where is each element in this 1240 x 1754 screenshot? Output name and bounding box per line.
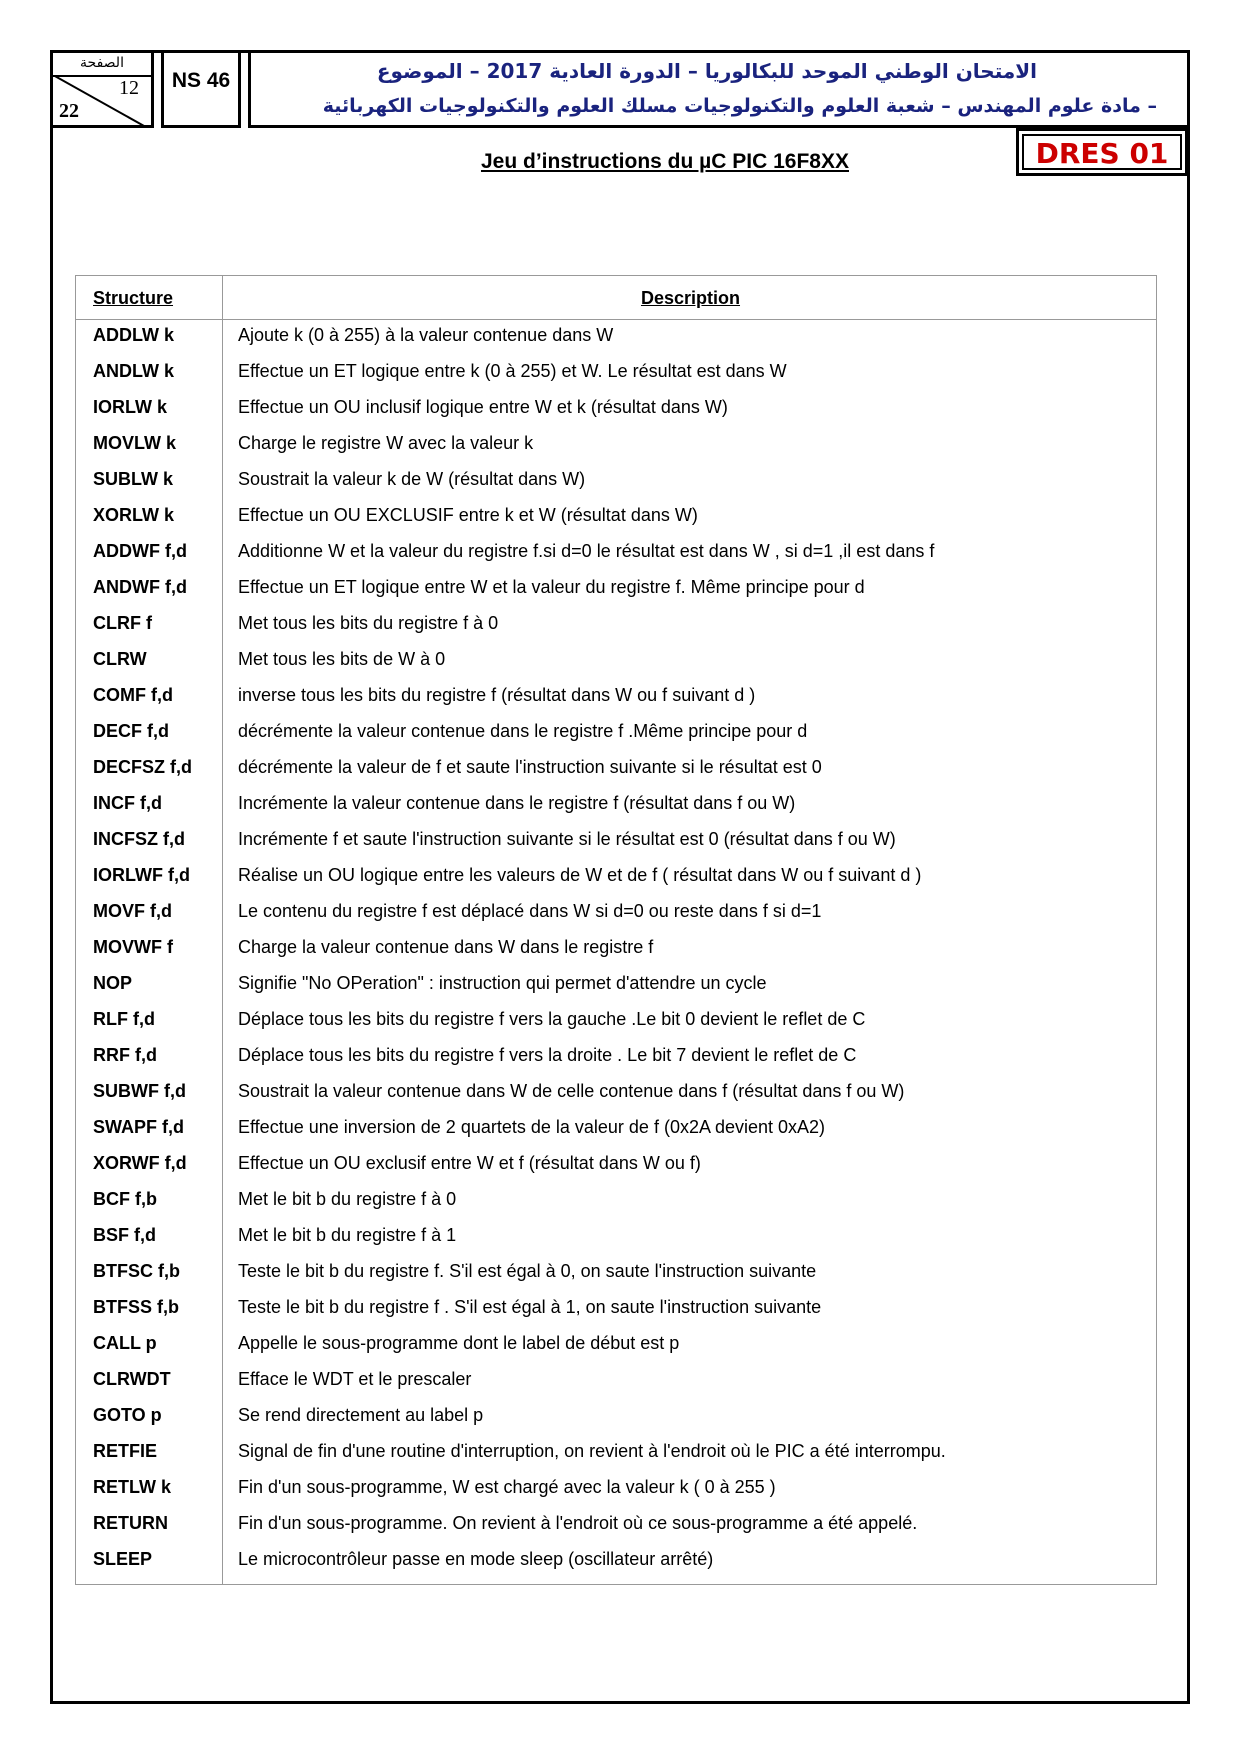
header-description: Description [640,288,741,308]
instruction-description: Incrémente la valeur contenue dans le registre f (résultat dans f ou W) [238,793,796,813]
page-number: 12 [119,77,139,99]
instruction-description: Déplace tous les bits du registre f vers la droite . Le bit 7 devient le reflet de C [238,1045,857,1065]
instruction-structure: MOVF f,d [93,901,172,921]
instruction-description: Ajoute k (0 à 255) à la valeur contenue dans W [238,325,614,345]
instruction-description: Charge la valeur contenue dans W dans le registre f [238,937,654,957]
table-row [76,859,1156,895]
instruction-structure: MOVWF f [93,937,173,957]
table-row [76,1507,1156,1543]
instruction-description: Signal de fin d'une routine d'interruption, on revient à l'endroit où le PIC a été interrompu. [238,1441,946,1461]
instruction-structure: RRF f,d [93,1045,157,1065]
instruction-structure: RETURN [93,1513,168,1533]
table-row [76,391,1156,427]
document-title: Jeu d’instructions du µC PIC 16F8XX [480,150,849,173]
instruction-description: Teste le bit b du registre f. S'il est égal à 0, on saute l'instruction suivante [238,1261,817,1281]
table-row [76,823,1156,859]
table-row [76,1255,1156,1291]
instruction-structure: RETLW k [93,1477,172,1497]
instruction-structure: XORLW k [93,505,175,525]
instruction-description: Efface le WDT et le prescaler [238,1369,472,1389]
instruction-structure: BSF f,d [93,1225,156,1245]
table-row [76,1111,1156,1147]
exam-code-box [161,50,241,128]
instruction-structure: COMF f,d [93,685,173,705]
table-row [76,931,1156,967]
instruction-description: Effectue un OU EXCLUSIF entre k et W (résultat dans W) [238,505,698,525]
instruction-structure: BTFSC f,b [93,1261,180,1281]
instruction-structure: NOP [93,973,133,993]
exam-title-line2: – مادة علوم المهندس – شعبة العلوم والتكنولوجيات مسلك العلوم والتكنولوجيات الكهربائية [322,95,1157,117]
instruction-description: Effectue un ET logique entre W et la valeur du registre f. Même principe pour d [238,577,865,597]
instruction-structure: RLF f,d [93,1009,155,1029]
table-row [76,571,1156,607]
instruction-description: Effectue un OU inclusif logique entre W et k (résultat dans W) [238,397,728,417]
instruction-structure: IORLW k [93,397,168,417]
table-row [76,463,1156,499]
instruction-structure: SLEEP [93,1549,153,1569]
instruction-description: Met le bit b du registre f à 1 [238,1225,457,1245]
instruction-structure: CLRW [93,649,147,669]
instruction-structure: INCFSZ f,d [93,829,185,849]
instruction-description: Met tous les bits du registre f à 0 [238,613,499,633]
instruction-structure: CLRWDT [93,1369,171,1389]
instruction-description: Effectue un OU exclusif entre W et f (résultat dans W ou f) [238,1153,701,1173]
table-row [76,895,1156,931]
instruction-description: Fin d'un sous-programme. On revient à l'endroit où ce sous-programme a été appelé. [238,1513,918,1533]
table-row [76,427,1156,463]
instruction-structure: CALL p [93,1333,157,1353]
instruction-structure: CLRF f [93,613,152,633]
page-label: الصفحة [80,55,124,71]
instruction-description: décrémente la valeur contenue dans le registre f .Même principe pour d [238,721,808,741]
instruction-structure: GOTO p [93,1405,162,1425]
instruction-description: Le contenu du registre f est déplacé dans W si d=0 ou reste dans f si d=1 [238,901,822,921]
instruction-structure: ADDLW k [93,325,174,345]
table-row [76,1039,1156,1075]
instruction-description: Soustrait la valeur contenue dans W de celle contenue dans f (résultat dans f ou W) [238,1081,905,1101]
instruction-structure: DECFSZ f,d [93,757,192,777]
instruction-structure: XORWF f,d [93,1153,187,1173]
table-row [76,1291,1156,1327]
total-pages: 22 [59,100,79,122]
exam-title-box [248,50,1190,128]
instruction-description: Teste le bit b du registre f . S'il est égal à 1, on saute l'instruction suivante [238,1297,822,1317]
exam-title-line1: الامتحان الوطني الموحد للبكالوريا – الدورة العادية 2017 – الموضوع [376,59,1037,83]
instruction-structure: SUBWF f,d [93,1081,186,1101]
instruction-description: Effectue une inversion de 2 quartets de la valeur de f (0x2A devient 0xA2) [238,1117,826,1137]
instruction-description: Charge le registre W avec la valeur k [238,433,534,453]
header-structure: Structure [93,288,174,308]
table-row [76,1363,1156,1399]
instruction-description: Soustrait la valeur k de W (résultat dans W) [238,469,586,489]
table-row [76,1435,1156,1471]
table-row [76,319,1156,355]
instruction-structure: ADDWF f,d [93,541,187,561]
table-row [76,1183,1156,1219]
table-row [76,787,1156,823]
instruction-description: Incrémente f et saute l'instruction suivante si le résultat est 0 (résultat dans f ou W) [238,829,896,849]
instruction-table [75,275,1157,1585]
page-number-box [50,50,154,128]
instruction-structure: MOVLW k [93,433,177,453]
exam-code: NS 46 [171,69,231,92]
table-row [76,499,1156,535]
table-row [76,679,1156,715]
instruction-structure: BTFSS f,b [93,1297,179,1317]
table-row [76,1075,1156,1111]
table-row [76,1399,1156,1435]
table-row [76,607,1156,643]
table-row [76,1147,1156,1183]
instruction-description: Réalise un OU logique entre les valeurs de W et de f ( résultat dans W ou f suivant d ) [238,865,922,885]
instruction-description: Appelle le sous-programme dont le label de début est p [238,1333,680,1353]
table-row [76,1543,1156,1579]
instruction-structure: INCF f,d [93,793,162,813]
instruction-description: Met le bit b du registre f à 0 [238,1189,457,1209]
instruction-structure: DECF f,d [93,721,169,741]
table-row [76,967,1156,1003]
instruction-description: Déplace tous les bits du registre f vers la gauche .Le bit 0 devient le reflet de C [238,1009,866,1029]
table-row [76,751,1156,787]
table-row [76,643,1156,679]
table-row [76,1327,1156,1363]
table-row [76,535,1156,571]
instruction-description: Se rend directement au label p [238,1405,484,1425]
instruction-structure: BCF f,b [93,1189,157,1209]
instruction-structure: SUBLW k [93,469,174,489]
instruction-description: Additionne W et la valeur du registre f.si d=0 le résultat est dans W , si d=1 ,il est dans f [238,541,935,561]
table-row [76,1003,1156,1039]
instruction-description: Fin d'un sous-programme, W est chargé avec la valeur k ( 0 à 255 ) [238,1477,776,1497]
table-row [76,355,1156,391]
document-ref: DRES 01 [1022,134,1182,170]
instruction-description: inverse tous les bits du registre f (résultat dans W ou f suivant d ) [238,685,756,705]
table-row [76,1471,1156,1507]
table-row [76,715,1156,751]
instruction-description: Le microcontrôleur passe en mode sleep (oscillateur arrêté) [238,1549,714,1569]
instruction-description: Signifie "No OPeration" : instruction qui permet d'attendre un cycle [238,973,767,993]
instruction-structure: ANDLW k [93,361,174,381]
instruction-structure: RETFIE [93,1441,158,1461]
table-body [76,319,1156,1579]
instruction-description: Effectue un ET logique entre k (0 à 255) et W. Le résultat est dans W [238,361,787,381]
instruction-structure: IORLWF f,d [93,865,190,885]
table-row [76,1219,1156,1255]
instruction-structure: ANDWF f,d [93,577,187,597]
instruction-description: décrémente la valeur de f et saute l'instruction suivante si le résultat est 0 [238,757,822,777]
instruction-description: Met tous les bits de W à 0 [238,649,446,669]
instruction-structure: SWAPF f,d [93,1117,184,1137]
